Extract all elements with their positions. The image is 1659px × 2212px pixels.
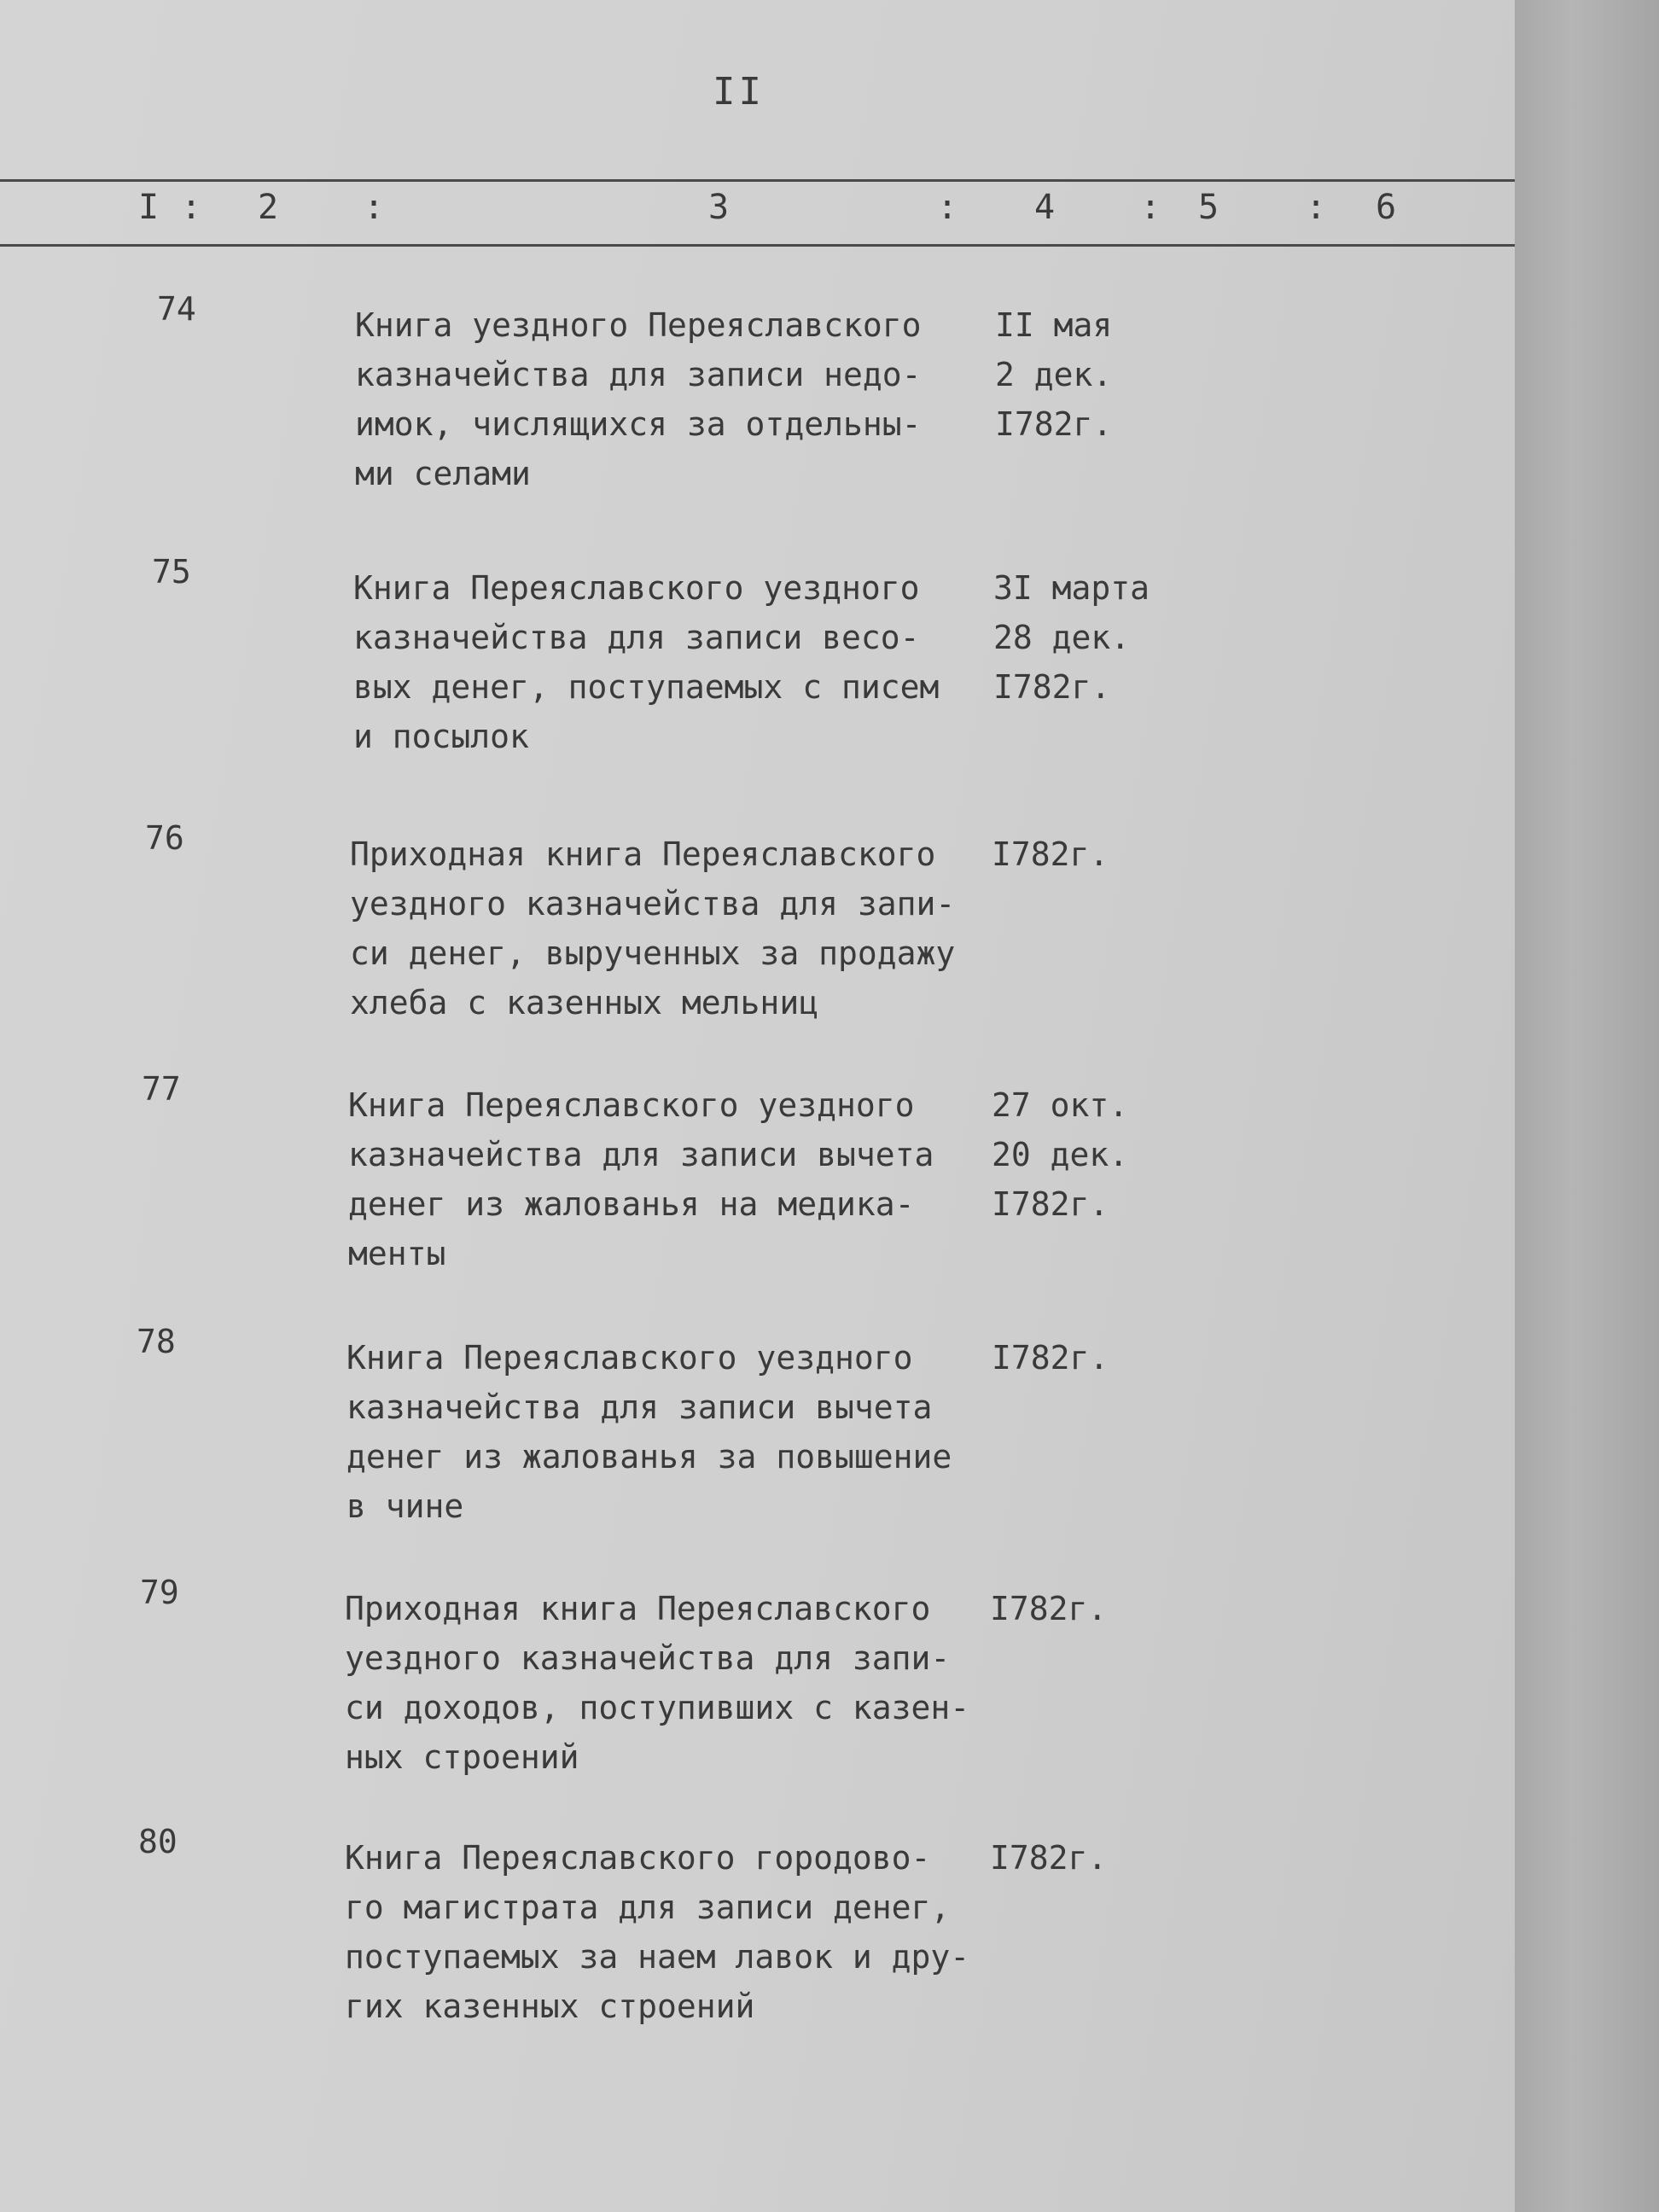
column-header-4: 4 — [1034, 188, 1056, 227]
entry-dates: 3I марта 28 дек. I782г. — [993, 569, 1150, 706]
column-separator: : — [1140, 188, 1161, 227]
entry-dates: I782г. — [990, 1839, 1108, 1877]
entry-dates: II мая 2 дек. I782г. — [995, 306, 1113, 443]
column-separator: : — [181, 188, 202, 227]
entry-description: Приходная книга Переяславского уездного казначейства для запи- си доходов, поступивших с казен- ных строений — [345, 1590, 970, 1776]
entry-number: 77 — [142, 1070, 181, 1108]
entry-dates: I782г. — [992, 1339, 1109, 1377]
column-header-3: 3 — [708, 188, 730, 227]
entry-dates: 27 окт. 20 дек. I782г. — [992, 1086, 1129, 1223]
entry-dates: I782г. — [990, 1590, 1108, 1627]
entry-number: 78 — [137, 1323, 176, 1360]
entry-dates: I782г. — [992, 835, 1109, 873]
entry-description: Книга Переяславского уездного казначейства для записи вычета денег из жалованья за повышение в чине — [346, 1339, 952, 1525]
entry-number: 76 — [145, 819, 184, 857]
entry-description: Книга уездного Переяславского казначейства для записи недо- имок, числящихся за отдельны- ми селами — [355, 306, 922, 492]
column-separator: : — [1306, 188, 1327, 227]
column-header-6: 6 — [1376, 188, 1397, 227]
underlying-sheet-edge — [1515, 0, 1659, 2212]
column-header-2: 2 — [258, 188, 279, 227]
column-header-1: I — [138, 188, 160, 227]
entry-description: Книга Переяславского городово- го магистрата для записи денег, поступаемых за наем лавок и дру- гих казенных строений — [345, 1839, 970, 2025]
entry-number: 79 — [140, 1574, 179, 1611]
entry-number: 74 — [157, 290, 196, 328]
header-rule-top — [0, 179, 1515, 182]
entry-description: Книга Переяславского уездного казначейства для записи весо- вых денег, поступаемых с писем и посылок — [353, 569, 940, 755]
entry-number: 80 — [138, 1823, 178, 1860]
column-separator: : — [937, 188, 958, 227]
header-rule-bottom — [0, 244, 1515, 247]
entry-description: Приходная книга Переяславского уездного казначейства для запи- си денег, вырученных за продажу хлеба с казенных мельниц — [350, 835, 956, 1022]
entry-description: Книга Переяславского уездного казначейства для записи вычета денег из жалованья на медика- менты — [348, 1086, 934, 1272]
column-separator: : — [364, 188, 385, 227]
entry-number: 75 — [152, 553, 191, 591]
page-number: II — [713, 70, 765, 114]
column-header-5: 5 — [1198, 188, 1220, 227]
